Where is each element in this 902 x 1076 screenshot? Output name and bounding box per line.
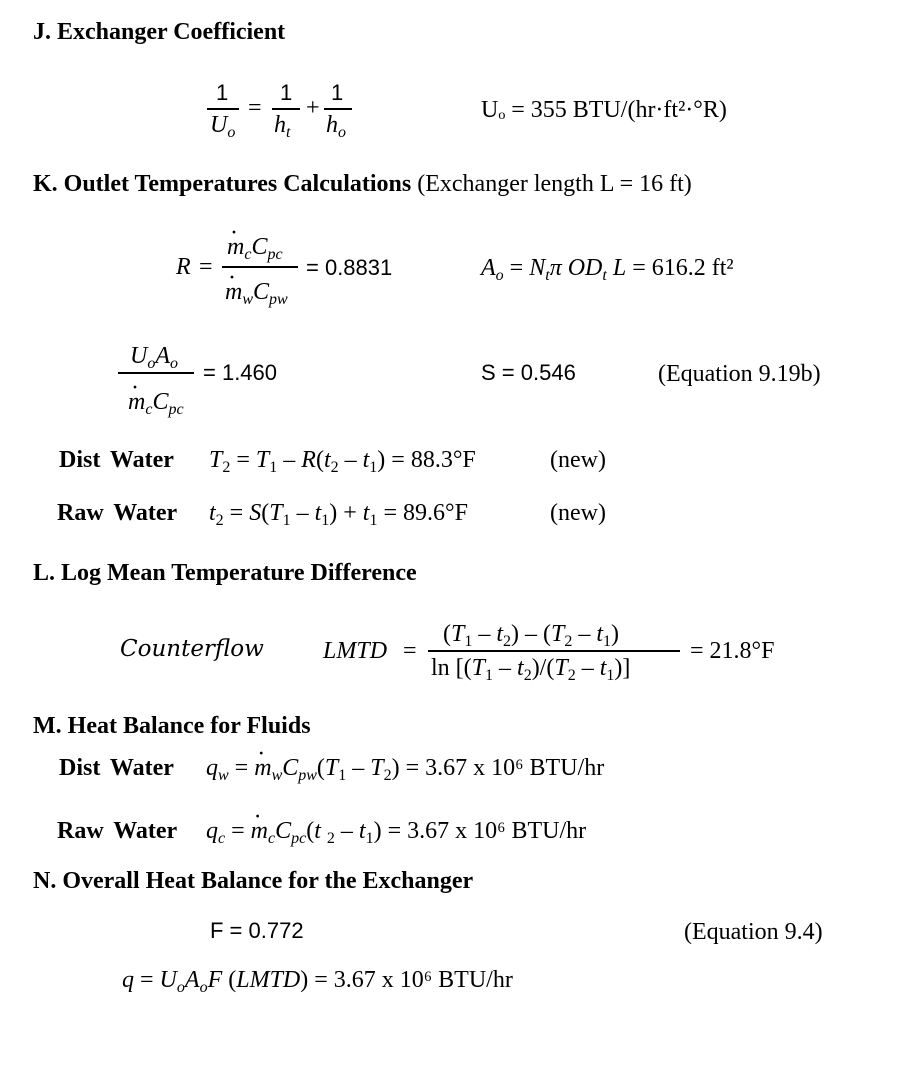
dist-water-label-m: Dist Water: [59, 755, 174, 781]
raw-water-eq: $t_2 = S(T_1 - t_1) + t_1 = 89.6^\circ F$: [209, 500, 468, 529]
section-n-title: N. Overall Heat Balance for the Exchanger: [33, 868, 474, 894]
eq-ref-94: (Equation 9.4): [684, 919, 823, 945]
raw-water-label-k: Raw Water: [57, 500, 178, 526]
dist-water-label-k: Dist Water: [59, 447, 174, 473]
lmtd-label: LMTD: [323, 638, 388, 664]
section-j-title: J. Exchanger Coefficient: [33, 19, 286, 45]
lmtd-value: = 21.8°F: [690, 638, 775, 664]
uo-result: Uₒ = 355 BTU/(hr·ft²·°R): [481, 97, 727, 123]
area-equation: $A_o = N_t\pi$ $OD_t$ L = 616.2 ft²: [481, 255, 734, 284]
section-k-title: K. Outlet Temperatures Calculations (Exchanger length L = 16 ft): [33, 171, 692, 197]
dist-new: (new): [550, 447, 606, 473]
dist-water-eq: $T_2 = T_1 - R(t_2 - t_1) = 88.3^\circ F$: [209, 447, 476, 476]
qw-equation: $q_w$ = · $m_wC_{pw}(T_1 - T_2) = 3.67$ x 10⁶ BTU/hr: [206, 756, 604, 784]
qc-equation: $q_c$ = · $m_cC_{pc}(t$ $_2 - t_1) = 3.67$ x 10⁶ BTU/hr: [206, 819, 586, 847]
eq-ref-919b: (Equation 9.19b): [658, 361, 821, 387]
f-value: F = 0.772: [210, 918, 304, 943]
raw-water-label-m: Raw Water: [57, 818, 178, 844]
section-m-title: M. Heat Balance for Fluids: [33, 713, 311, 739]
s-value: S = 0.546: [481, 360, 576, 385]
q-equation: $q = U_oA_oF$ (LMTD) = 3.67 x 10⁶ BTU/hr: [122, 967, 513, 996]
counterflow-label: Counterflow: [120, 636, 264, 662]
raw-new: (new): [550, 500, 606, 526]
section-l-title: L. Log Mean Temperature Difference: [33, 560, 417, 586]
